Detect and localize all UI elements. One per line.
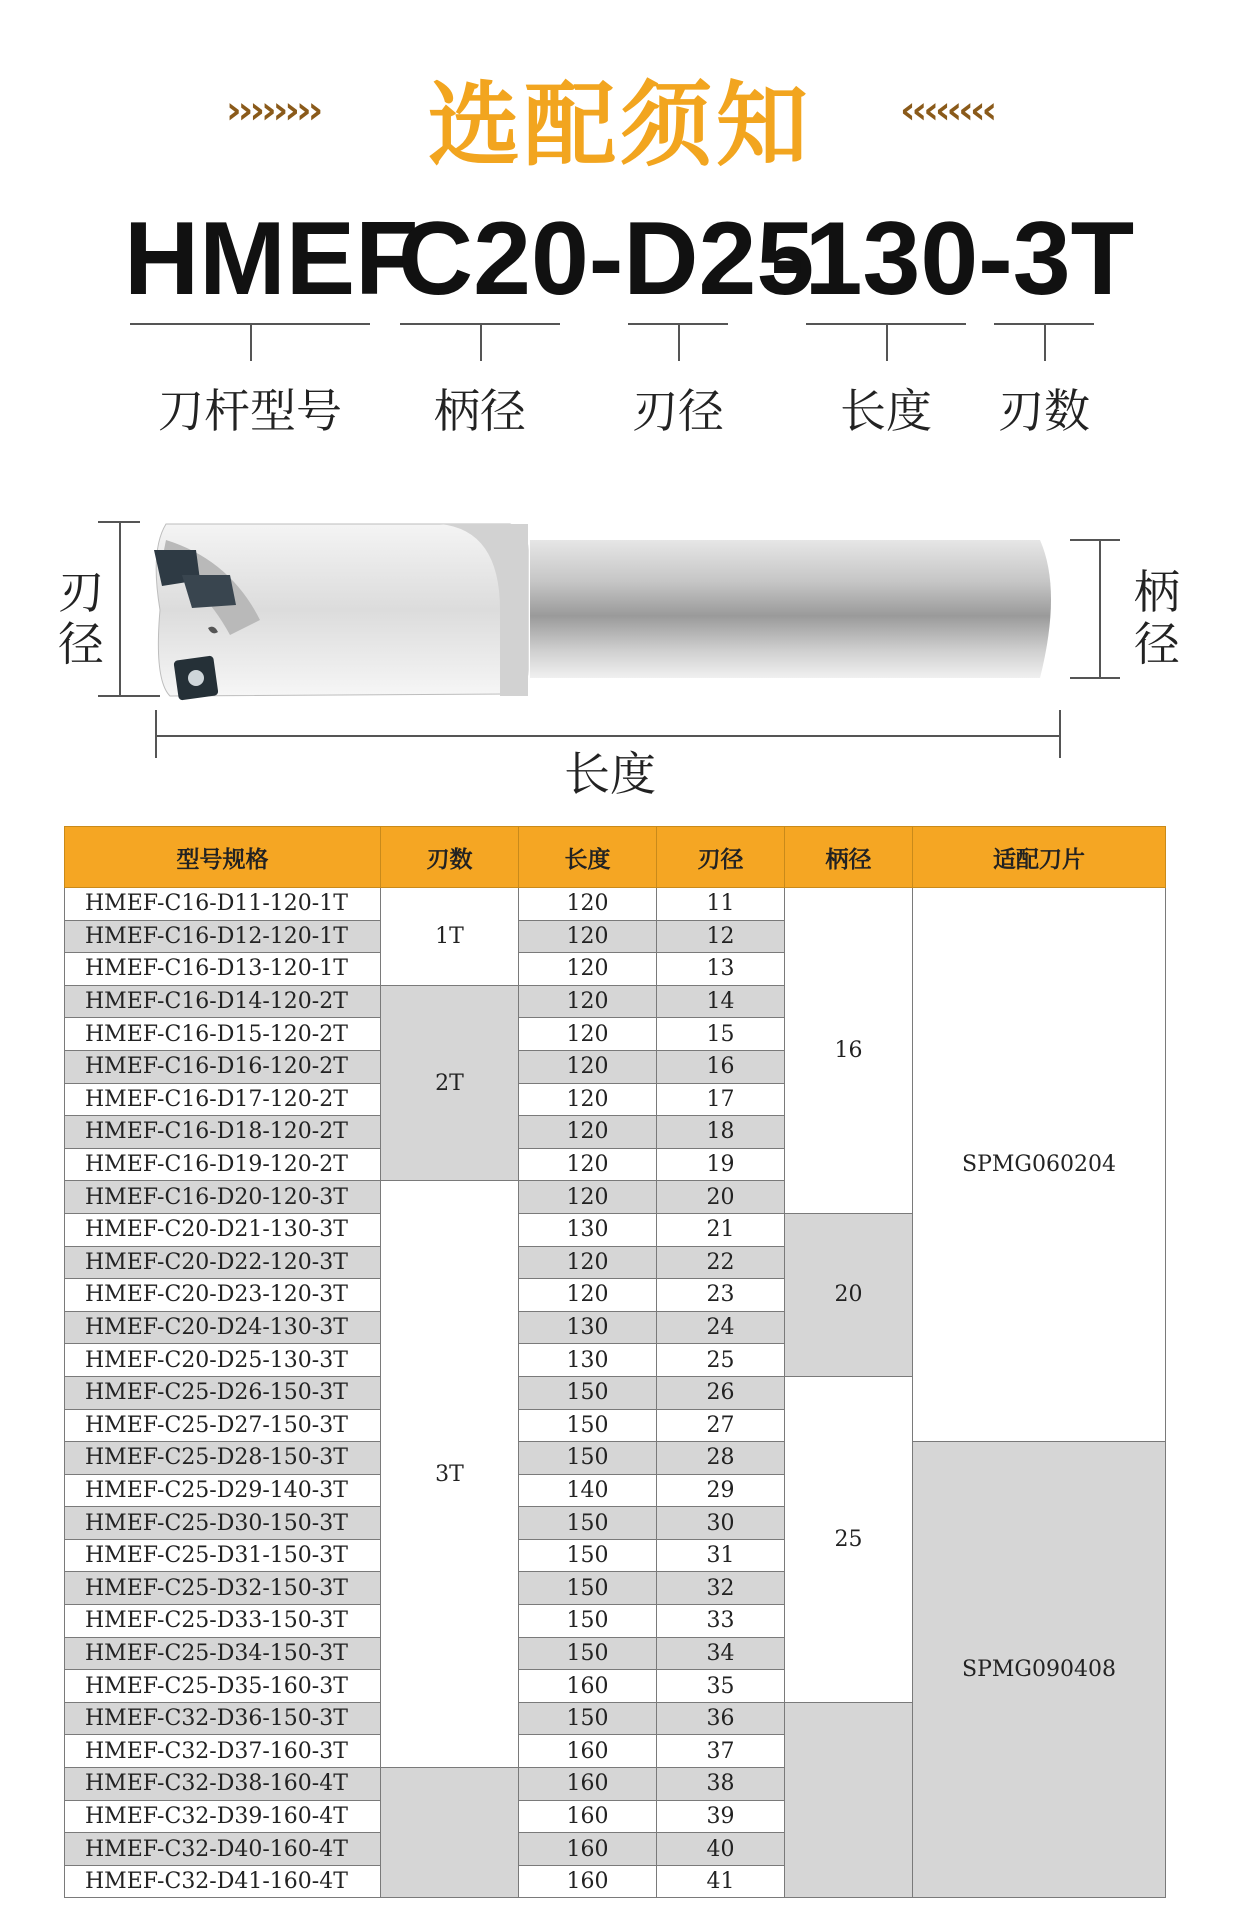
cell-model: HMEF-C16-D14-120-2T	[65, 985, 381, 1018]
cell-length: 150	[519, 1637, 657, 1670]
cell-length: 120	[519, 888, 657, 921]
header-length: 长度	[519, 827, 657, 888]
cell-model: HMEF-C25-D34-150-3T	[65, 1637, 381, 1670]
cell-blade-diameter: 18	[657, 1116, 785, 1149]
model-code-part-length-teeth: -130-3T	[770, 201, 1135, 317]
cell-length: 120	[519, 1148, 657, 1181]
cell-teeth-count: 3T	[381, 1181, 519, 1768]
cell-shank-diameter: 16	[785, 888, 913, 1214]
cell-blade-diameter: 19	[657, 1148, 785, 1181]
table-row	[65, 1442, 1166, 1475]
cell-blade-diameter: 11	[657, 888, 785, 921]
cell-length: 120	[519, 1246, 657, 1279]
cell-length: 160	[519, 1865, 657, 1898]
cell-insert-model: SPMG060204	[913, 888, 1166, 1442]
cell-model: HMEF-C16-D16-120-2T	[65, 1050, 381, 1083]
cell-model: HMEF-C25-D30-150-3T	[65, 1507, 381, 1540]
cell-length: 150	[519, 1605, 657, 1638]
cell-blade-diameter: 22	[657, 1246, 785, 1279]
cell-model: HMEF-C16-D20-120-3T	[65, 1181, 381, 1214]
cell-blade-diameter: 37	[657, 1735, 785, 1768]
cell-model: HMEF-C32-D38-160-4T	[65, 1768, 381, 1801]
dimension-label-shank-diameter: 柄 径	[1134, 565, 1180, 671]
cell-model: HMEF-C16-D13-120-1T	[65, 953, 381, 986]
cell-model: HMEF-C32-D40-160-4T	[65, 1833, 381, 1866]
cell-blade-diameter: 38	[657, 1768, 785, 1801]
cell-length: 120	[519, 1083, 657, 1116]
cell-teeth-count: 2T	[381, 985, 519, 1181]
cell-length: 120	[519, 1181, 657, 1214]
cell-length: 130	[519, 1344, 657, 1377]
cell-length: 150	[519, 1702, 657, 1735]
label-blade-diameter: 刃径	[632, 384, 724, 438]
cell-model: HMEF-C25-D28-150-3T	[65, 1442, 381, 1475]
cell-blade-diameter: 20	[657, 1181, 785, 1214]
cell-blade-diameter: 30	[657, 1507, 785, 1540]
cell-model: HMEF-C32-D39-160-4T	[65, 1800, 381, 1833]
dimension-label-length: 长度	[564, 747, 656, 801]
cell-teeth-count: 1T	[381, 888, 519, 986]
cell-insert-model: SPMG090408	[913, 1442, 1166, 1898]
cell-blade-diameter: 32	[657, 1572, 785, 1605]
cell-length: 130	[519, 1213, 657, 1246]
cell-length: 160	[519, 1833, 657, 1866]
cell-length: 160	[519, 1735, 657, 1768]
left-chevrons-decoration: ››››››››	[226, 88, 320, 132]
page-title: 选配须知	[427, 72, 812, 179]
cell-blade-diameter: 14	[657, 985, 785, 1018]
label-shank-diameter: 柄径	[434, 384, 526, 438]
label-teeth-count: 刃数	[998, 384, 1090, 438]
cell-model: HMEF-C32-D37-160-3T	[65, 1735, 381, 1768]
cell-length: 120	[519, 985, 657, 1018]
right-chevrons-decoration: ‹‹‹‹‹‹‹‹	[900, 88, 994, 132]
cell-length: 150	[519, 1507, 657, 1540]
cell-blade-diameter: 21	[657, 1213, 785, 1246]
table-row	[65, 888, 1166, 921]
cell-length: 120	[519, 1018, 657, 1051]
cell-model: HMEF-C25-D29-140-3T	[65, 1474, 381, 1507]
cell-length: 120	[519, 1050, 657, 1083]
cell-blade-diameter: 15	[657, 1018, 785, 1051]
cell-model: HMEF-C25-D33-150-3T	[65, 1605, 381, 1638]
cell-blade-diameter: 25	[657, 1344, 785, 1377]
model-code-part-series: HMEF	[124, 201, 419, 317]
table-header-row	[65, 827, 1166, 888]
cell-blade-diameter: 36	[657, 1702, 785, 1735]
cell-length: 160	[519, 1800, 657, 1833]
cell-blade-diameter: 39	[657, 1800, 785, 1833]
label-holder-model: 刀杆型号	[158, 384, 342, 438]
cell-teeth-count	[381, 1768, 519, 1898]
cell-model: HMEF-C16-D12-120-1T	[65, 920, 381, 953]
cell-model: HMEF-C25-D32-150-3T	[65, 1572, 381, 1605]
cell-model: HMEF-C16-D17-120-2T	[65, 1083, 381, 1116]
cell-blade-diameter: 27	[657, 1409, 785, 1442]
cell-blade-diameter: 13	[657, 953, 785, 986]
header-blade-diameter: 刃径	[657, 827, 785, 888]
cell-model: HMEF-C25-D26-150-3T	[65, 1376, 381, 1409]
cell-blade-diameter: 34	[657, 1637, 785, 1670]
cell-model: HMEF-C25-D35-160-3T	[65, 1670, 381, 1703]
cell-blade-diameter: 33	[657, 1605, 785, 1638]
cell-length: 120	[519, 1116, 657, 1149]
cell-length: 160	[519, 1768, 657, 1801]
header-teeth: 刃数	[381, 827, 519, 888]
cell-model: HMEF-C16-D11-120-1T	[65, 888, 381, 921]
cell-blade-diameter: 35	[657, 1670, 785, 1703]
cell-length: 150	[519, 1539, 657, 1572]
cell-length: 150	[519, 1442, 657, 1475]
cell-model: HMEF-C20-D22-120-3T	[65, 1246, 381, 1279]
cell-blade-diameter: 16	[657, 1050, 785, 1083]
cell-model: HMEF-C25-D27-150-3T	[65, 1409, 381, 1442]
label-length: 长度	[840, 384, 932, 438]
cell-length: 150	[519, 1409, 657, 1442]
cell-shank-diameter: 20	[785, 1213, 913, 1376]
cell-blade-diameter: 12	[657, 920, 785, 953]
cell-shank-diameter	[785, 1702, 913, 1898]
cell-blade-diameter: 28	[657, 1442, 785, 1475]
header-shank-diameter: 柄径	[785, 827, 913, 888]
model-code-part-shank-blade: C20-D25	[398, 201, 815, 317]
cell-length: 150	[519, 1572, 657, 1605]
cell-model: HMEF-C32-D36-150-3T	[65, 1702, 381, 1735]
cell-blade-diameter: 17	[657, 1083, 785, 1116]
cell-length: 120	[519, 920, 657, 953]
cell-shank-diameter: 25	[785, 1376, 913, 1702]
cell-length: 120	[519, 1279, 657, 1312]
cell-model: HMEF-C16-D18-120-2T	[65, 1116, 381, 1149]
cell-blade-diameter: 24	[657, 1311, 785, 1344]
cell-length: 150	[519, 1376, 657, 1409]
header-model-spec: 型号规格	[65, 827, 381, 888]
cell-model: HMEF-C20-D21-130-3T	[65, 1213, 381, 1246]
cell-length: 130	[519, 1311, 657, 1344]
cell-model: HMEF-C20-D24-130-3T	[65, 1311, 381, 1344]
cell-model: HMEF-C16-D15-120-2T	[65, 1018, 381, 1051]
cell-length: 120	[519, 953, 657, 986]
cell-model: HMEF-C16-D19-120-2T	[65, 1148, 381, 1181]
cell-blade-diameter: 23	[657, 1279, 785, 1312]
cell-model: HMEF-C25-D31-150-3T	[65, 1539, 381, 1572]
header-insert: 适配刀片	[913, 827, 1166, 888]
dimension-label-blade-diameter: 刃 径	[58, 565, 104, 671]
cell-blade-diameter: 26	[657, 1376, 785, 1409]
spec-table	[64, 826, 1166, 1898]
cell-model: HMEF-C20-D23-120-3T	[65, 1279, 381, 1312]
cell-length: 140	[519, 1474, 657, 1507]
cell-length: 160	[519, 1670, 657, 1703]
cell-blade-diameter: 41	[657, 1865, 785, 1898]
cell-blade-diameter: 40	[657, 1833, 785, 1866]
cell-blade-diameter: 29	[657, 1474, 785, 1507]
cell-blade-diameter: 31	[657, 1539, 785, 1572]
cell-model: HMEF-C32-D41-160-4T	[65, 1865, 381, 1898]
cell-model: HMEF-C20-D25-130-3T	[65, 1344, 381, 1377]
